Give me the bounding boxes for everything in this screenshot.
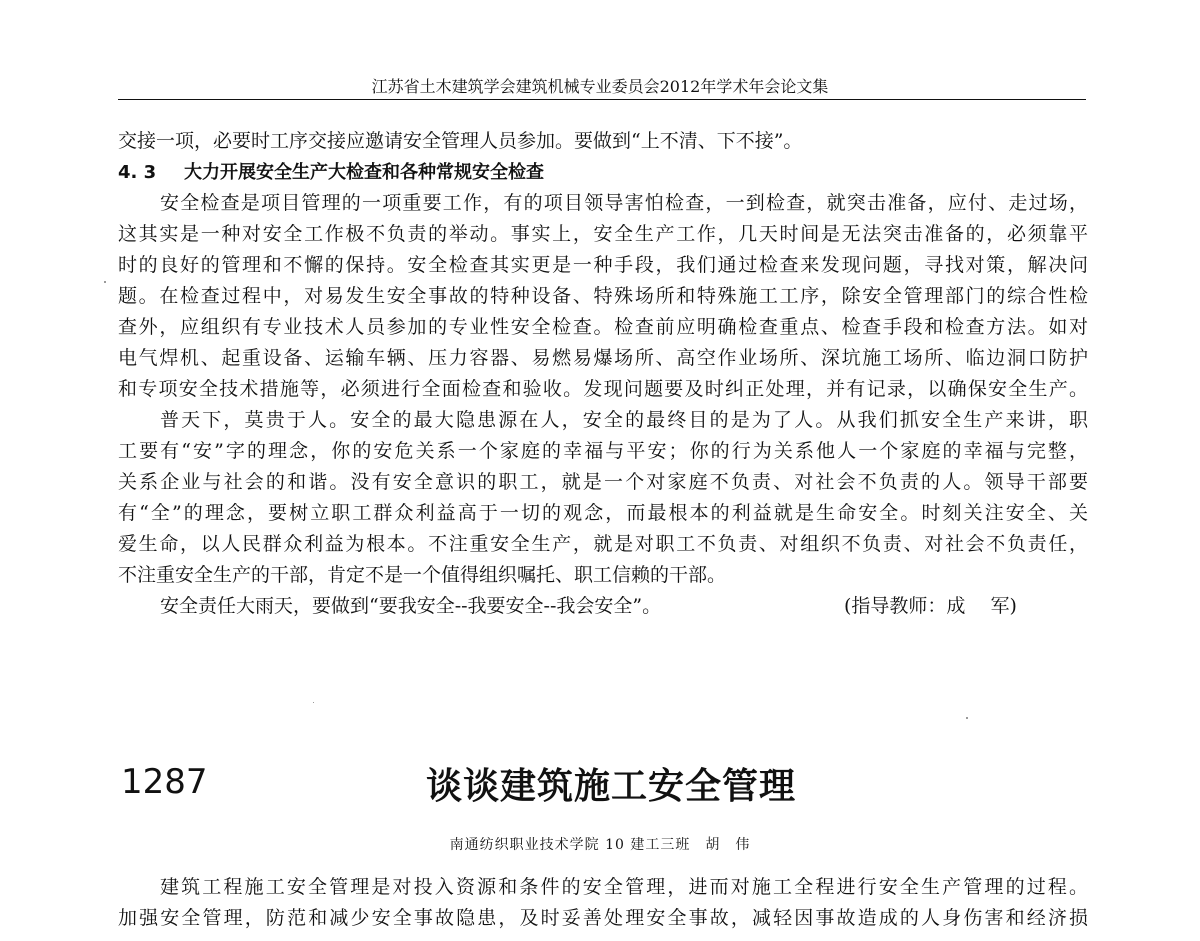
paragraph-line: 时的良好的管理和不懈的保持。安全检查其实更是一种手段，我们通过检查来发现问题，寻找对策，解决问: [118, 254, 1088, 276]
paragraph-line: 这其实是一种对安全工作极不负责的举动。事实上，安全生产工作，几天时间是无法突击准备的，必须靠平: [118, 223, 1088, 245]
paragraph-inspection: [118, 188, 1088, 405]
paragraph-line: 加强安全管理，防范和减少安全事故隐患，及时妥善处理安全事故，减轻因事故造成的人身伤害和经济损: [118, 907, 1088, 929]
continued-paragraph-line: 交接一项，必要时工序交接应邀请安全管理人员参加。要做到“上不清、下不接”。: [118, 130, 803, 152]
scan-speck: [104, 281, 106, 283]
paragraph-line: 安全检查是项目管理的一项重要工作，有的项目领导害怕检查，一到检查，就突击准备，应付、走过场，: [160, 192, 1088, 214]
paragraph-line: 和专项安全技术措施等，必须进行全面检查和验收。发现问题要及时纠正处理，并有记录，以确保安全生产。: [118, 378, 1088, 400]
paragraph-line: 普天下，莫贵于人。安全的最大隐患源在人，安全的最终目的是为了人。从我们抓安全生产来讲，职: [160, 409, 1088, 431]
scan-speck: [313, 702, 314, 703]
paragraph-people-first: [118, 405, 1088, 591]
author-byline: 南通纺织职业技术学院 10 建工三班 胡 伟: [449, 837, 751, 853]
paragraph-line: 题。在检查过程中，对易发生安全事故的特种设备、特殊场所和特殊施工工序，除安全管理部门的综合性检: [118, 285, 1088, 307]
paragraph-line: 爱生命，以人民群众利益为根本。不注重安全生产，就是对职工不负责、对组织不负责、对社会不负责任，: [118, 533, 1088, 555]
header-rule: [118, 99, 1086, 100]
paragraph-line: 电气焊机、起重设备、运输车辆、压力容器、易燃易爆场所、高空作业场所、深坑施工场所、临边洞口防护: [118, 347, 1088, 369]
section-title: 大力开展安全生产大检查和各种常规安全检查: [184, 162, 544, 183]
paragraph-line: 工要有“安”字的理念，你的安危关系一个家庭的幸福与平安；你的行为关系他人一个家庭的幸福与完整，: [118, 440, 1088, 462]
closing-line: [118, 591, 1088, 622]
advisor-credit: (指导教师：成 军): [844, 595, 1017, 617]
paragraph-line: 不注重安全生产的干部，肯定不是一个值得组织嘱托、职工信赖的干部。: [118, 564, 727, 586]
scan-speck: [966, 717, 968, 719]
paragraph-line: 建筑工程施工安全管理是对投入资源和条件的安全管理，进而对施工全程进行安全生产管理的过程。: [160, 876, 1088, 898]
article-title: 谈谈建筑施工安全管理: [426, 766, 797, 807]
previous-article-body: [118, 126, 1088, 622]
paragraph-line: 有“全”的理念，要树立职工群众利益高于一切的观念，而最根本的利益就是生命安全。时刻关注安全、关: [118, 502, 1088, 524]
article-number: 1287: [121, 762, 208, 802]
section-number: 4. 3: [118, 162, 157, 183]
closing-slogan: 安全责任大雨天，要做到“要我安全--我要安全--我会安全”。: [160, 595, 662, 617]
paragraph-line: 关系企业与社会的和谐。没有安全意识的职工，就是一个对家庭不负责、对社会不负责的人。领导干部要: [118, 471, 1088, 493]
running-header: 江苏省土木建筑学会建筑机械专业委员会2012年学术年会论文集: [371, 77, 829, 96]
new-article-body: [118, 872, 1088, 934]
section-heading: [118, 157, 1088, 188]
paragraph-line: 查外，应组织有专业技术人员参加的专业性安全检查。检查前应明确检查重点、检查手段和检查方法。如对: [118, 316, 1088, 338]
